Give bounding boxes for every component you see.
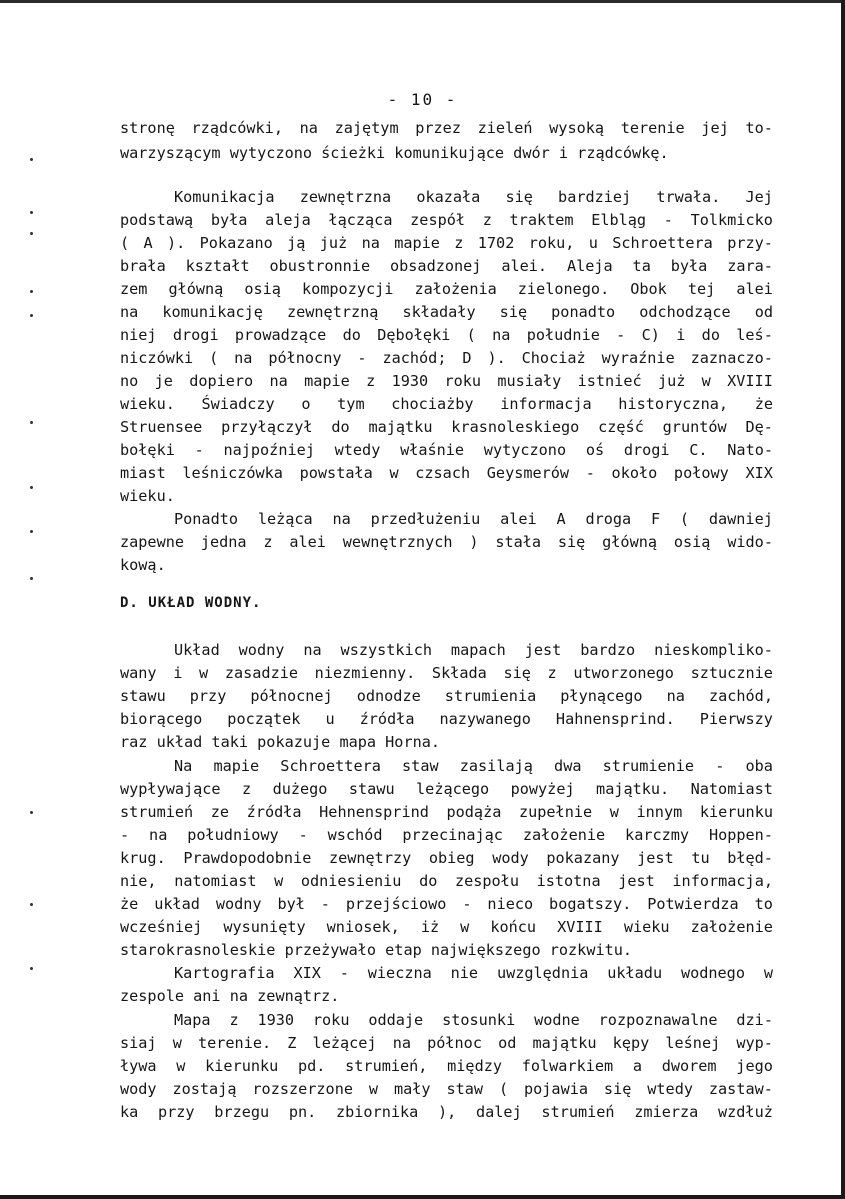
- text-line: miast leśniczówka powstała w czsach Geysmerów - około połowy XIX: [120, 464, 773, 482]
- scan-right-edge: [841, 0, 845, 1199]
- text-line: Ponadto leżąca na przedłużeniu alei A droga F ( dawniej: [174, 510, 773, 528]
- text-line: Układ wodny na wszystkich mapach jest bardzo nieskomplikо-: [174, 641, 773, 659]
- text-line: raz układ taki pokazuje mapa Horna.: [120, 733, 441, 751]
- text-line: że układ wodny był - przejściowo - nieco bogatszy. Potwierdza to: [120, 895, 773, 913]
- text-line: strumień ze źródła Hehnensprind podąża zupełnie w innym kierunku: [120, 803, 773, 821]
- text-line: nie, natomiast w odniesieniu do zespołu istotna jest informacja,: [120, 872, 773, 890]
- text-line: brała kształt obustronnie obsadzonej alei. Aleja ta była zara-: [120, 257, 773, 275]
- page-number: - 10 -: [387, 90, 458, 109]
- margin-mark: [30, 290, 33, 293]
- text-line: zespole ani na zewnątrz.: [120, 987, 340, 1005]
- text-line: stronę rządcówki, na zajętym przez zieleń wysoką terenie jej to-: [120, 119, 773, 137]
- text-line: ka przy brzegu pn. zbiornika ), dalej strumień zmierza wzdłuż: [120, 1103, 773, 1121]
- text-line: zem główną osią kompozycji założenia zielonego. Obok tej alei: [120, 280, 773, 298]
- text-line: - na południowy - wschód przecinając założenie karczmy Hoppen-: [120, 826, 773, 844]
- text-line: niej drogi prowadzące do Dębołęki ( na południe - C) i do leś-: [120, 326, 773, 344]
- margin-mark: [30, 232, 33, 235]
- text-line: niczówki ( na północny - zachód; D ). Chociaż wyraźnie zaznaczo-: [120, 349, 773, 367]
- text-line: siaj w terenie. Z leżącej na północ od majątku kępy leśnej wyp-: [120, 1034, 773, 1052]
- text-line: Komunikacja zewnętrzna okazała się bardziej trwała. Jej: [174, 188, 773, 206]
- text-line: no je dopiero na mapie z 1930 roku musiały istnieć już w XVIII: [120, 372, 773, 390]
- text-line: biorącego początek u źródła nazywanego Hahnensprind. Pierwszy: [120, 710, 773, 728]
- text-line: wieku.: [120, 487, 175, 505]
- margin-mark: [30, 967, 33, 970]
- text-line: wieku. Świadczy o tym chociażby informacja historyczna, że: [120, 395, 773, 413]
- text-line: wcześniej wysunięty wniosek, iż w końcu XVIII wieku założenie: [120, 918, 773, 936]
- text-line: starokrasnoleskie przeżywało etap największego rozkwitu.: [120, 941, 633, 959]
- text-line: podstawą była aleja łącząca zespół z traktem Elbląg - Tolkmicko: [120, 211, 773, 229]
- text-line: bołęki - najpoźniej wtedy właśnie wytyczono oś drogi C. Nato-: [120, 441, 773, 459]
- text-line: wypływające z dużego stawu leżącego powyżej majątku. Natomiast: [120, 780, 773, 798]
- scan-top-edge: [0, 0, 845, 3]
- text-line: Na mapie Schroettera staw zasilają dwa strumienie - oba: [174, 757, 773, 775]
- text-line: warzyszącym wytyczono ścieżki komunikujące dwór i rządcówkę.: [120, 144, 669, 162]
- text-line: ływa w kierunku pd. strumień, między folwarkiem a dworem jego: [120, 1057, 773, 1075]
- margin-mark: [30, 577, 33, 580]
- text-line: kową.: [120, 556, 166, 574]
- margin-mark: [30, 158, 33, 161]
- text-line: na komunikację zewnętrzną składały się ponadto odchodzące od: [120, 303, 773, 321]
- margin-mark: [30, 530, 33, 533]
- text-line: wody zostają rozszerzone w mały staw ( pojawia się wtedy zastaw-: [120, 1080, 773, 1098]
- section-heading: D. UKŁAD WODNY.: [120, 595, 262, 611]
- margin-mark: [30, 421, 33, 424]
- text-line: stawu przy północnej odnodze strumienia płynącego na zachód,: [120, 687, 773, 705]
- margin-mark: [30, 211, 33, 214]
- text-line: ( A ). Pokazano ją już na mapie z 1702 roku, u Schroettera przy-: [120, 234, 773, 252]
- text-line: Kartografia XIX - wieczna nie uwzględnia układu wodnego w: [174, 964, 773, 982]
- text-line: Mapa z 1930 roku oddaje stosunki wodne rozpoznawalne dzi-: [174, 1011, 773, 1029]
- text-line: Struensee przyłączył do majątku krasnoleskiego część gruntów Dę-: [120, 418, 773, 436]
- text-line: krug. Prawdopodobnie zewnętrzy obieg wody pokazany jest tu błęd-: [120, 849, 773, 867]
- margin-mark: [30, 486, 33, 489]
- margin-mark: [30, 811, 33, 814]
- text-line: wany i w zasadzie niezmienny. Składa się z utworzonego sztucznie: [120, 664, 773, 682]
- scan-bottom-edge: [0, 1195, 845, 1199]
- text-line: zapewne jedna z alei wewnętrznych ) stała się główną osią wido-: [120, 533, 773, 551]
- margin-mark: [30, 314, 33, 317]
- margin-mark: [30, 903, 33, 906]
